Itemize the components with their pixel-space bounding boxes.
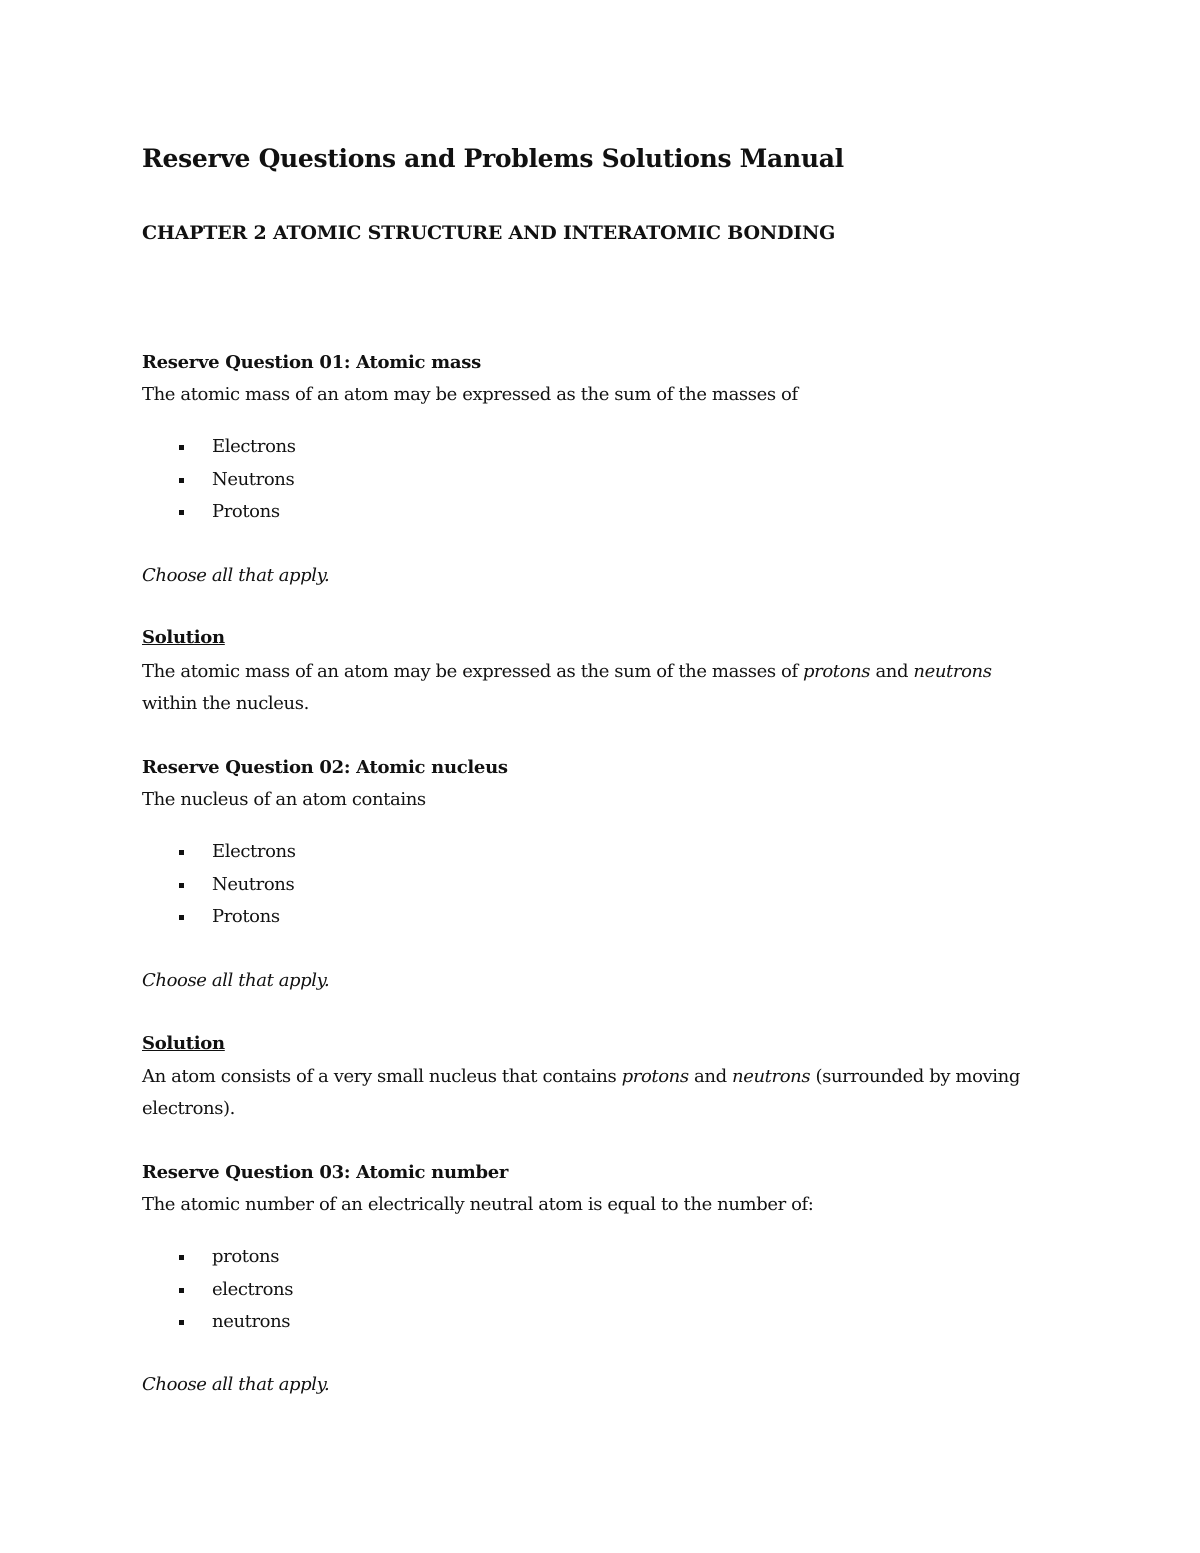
instruction-text: Choose all that apply. [142, 1374, 330, 1395]
bullet-icon [179, 883, 184, 888]
bullet-icon [179, 1255, 184, 1260]
option-item [142, 1274, 293, 1307]
option-item [142, 431, 296, 464]
question-heading: Reserve Question 02: Atomic nucleus [142, 757, 508, 778]
chapter-heading: CHAPTER 2 ATOMIC STRUCTURE AND INTERATOMIC BONDING [142, 222, 836, 244]
document-title: Reserve Questions and Problems Solutions Manual [142, 144, 844, 173]
option-item [142, 836, 296, 869]
option-label: Electrons [212, 841, 296, 862]
instruction-text: Choose all that apply. [142, 565, 330, 586]
option-item [142, 1306, 293, 1339]
instruction-text: Choose all that apply. [142, 970, 330, 991]
bullet-icon [179, 478, 184, 483]
solution-label: Solution [142, 1033, 225, 1054]
option-label: Protons [212, 906, 280, 927]
question-prompt: The atomic mass of an atom may be expressed as the sum of the masses of [142, 384, 798, 405]
question-heading: Reserve Question 03: Atomic number [142, 1162, 509, 1183]
bullet-icon [179, 850, 184, 855]
option-item [142, 496, 296, 529]
option-label: Electrons [212, 436, 296, 457]
option-item [142, 901, 296, 934]
question-heading: Reserve Question 01: Atomic mass [142, 352, 481, 373]
option-item [142, 1241, 293, 1274]
solution-text: An atom consists of a very small nucleus that contains protons and neutrons (surrounded by moving electrons). [142, 1066, 1020, 1119]
option-label: Neutrons [212, 468, 295, 490]
option-label: Neutrons [212, 873, 295, 895]
bullet-icon [179, 915, 184, 920]
option-list [142, 431, 296, 529]
option-label: neutrons [212, 1311, 291, 1332]
solution-text: The atomic mass of an atom may be expressed as the sum of the masses of protons and neutrons within the nucleus. [142, 661, 992, 714]
option-list [142, 1241, 293, 1339]
option-list [142, 836, 296, 934]
option-label: protons [212, 1246, 280, 1267]
option-item [142, 869, 296, 902]
bullet-icon [179, 445, 184, 450]
bullet-icon [179, 1288, 184, 1293]
bullet-icon [179, 510, 184, 515]
option-item [142, 464, 296, 497]
option-label: Protons [212, 501, 280, 522]
question-prompt: The nucleus of an atom contains [142, 789, 426, 810]
bullet-icon [179, 1320, 184, 1325]
option-label: electrons [212, 1278, 294, 1300]
question-prompt: The atomic number of an electrically neutral atom is equal to the number of: [142, 1194, 814, 1215]
solution-label: Solution [142, 627, 225, 648]
